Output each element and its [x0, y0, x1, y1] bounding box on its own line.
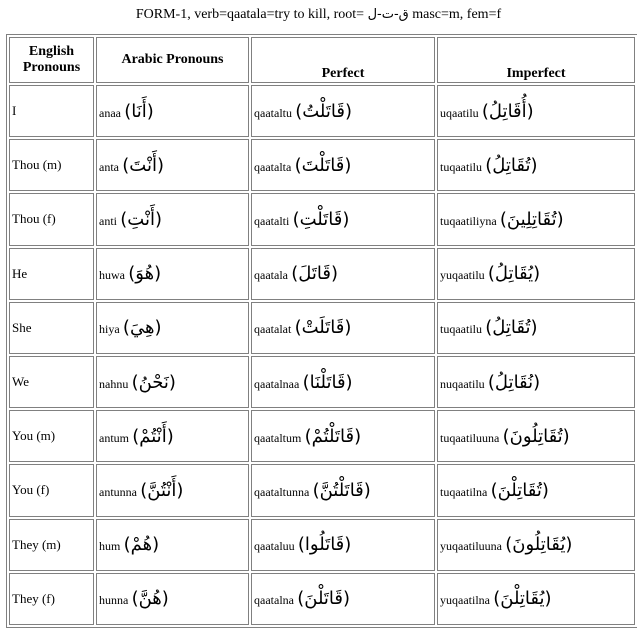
arabic-pronoun-cell — [96, 573, 249, 625]
perfect-form-cell — [251, 302, 435, 354]
perfect-form-arabic: (قَاتَلْتُمْ) — [304, 425, 362, 447]
imperfect-form-transliteration: tuqaatiliyna — [440, 213, 497, 228]
table-row — [9, 356, 635, 408]
imperfect-form-arabic: (يُقَاتِلُ) — [487, 263, 541, 285]
table-row — [9, 573, 635, 625]
arabic-pronoun-transliteration: huwa — [99, 268, 125, 283]
arabic-pronoun-cell — [96, 139, 249, 191]
english-pronoun-cell: He — [9, 248, 94, 300]
arabic-pronoun-cell — [96, 410, 249, 462]
table-row — [9, 139, 635, 191]
title-prefix: FORM-1, verb=qaatala=try to kill, root= — [135, 7, 365, 22]
arabic-pronoun-arabic: (هُمْ) — [123, 534, 160, 556]
arabic-pronoun-cell — [96, 356, 249, 408]
table-row — [9, 302, 635, 354]
imperfect-form-arabic: (تُقَاتِلْنَ) — [490, 479, 549, 501]
perfect-form-arabic: (قَاتَلْنَا) — [302, 371, 353, 393]
arabic-pronoun-arabic: (أَنْتُمْ) — [132, 425, 174, 447]
imperfect-form-transliteration: tuqaatiluuna — [440, 430, 500, 445]
arabic-pronoun-transliteration: hum — [99, 539, 121, 554]
table-row — [9, 410, 635, 462]
header-row — [9, 37, 635, 83]
perfect-form-cell — [251, 519, 435, 571]
arabic-pronoun-cell — [96, 248, 249, 300]
imperfect-form-cell — [437, 193, 635, 245]
imperfect-form-transliteration: tuqaatilna — [440, 484, 488, 499]
arabic-pronoun-cell — [96, 85, 249, 137]
imperfect-form-transliteration: yuqaatilna — [440, 593, 490, 608]
perfect-form-cell — [251, 139, 435, 191]
imperfect-form-cell — [437, 302, 635, 354]
imperfect-form-arabic: (تُقَاتِلُونَ) — [502, 425, 570, 447]
perfect-form-arabic: (قَاتَلَتْ) — [294, 317, 352, 339]
header-english-pronouns: English Pronouns — [9, 37, 94, 83]
header-perfect: Perfect — [251, 37, 435, 83]
table-row — [9, 85, 635, 137]
english-pronoun-cell: You (m) — [9, 410, 94, 462]
arabic-pronoun-transliteration: anta — [99, 159, 119, 174]
imperfect-form-transliteration: yuqaatilu — [440, 268, 485, 283]
perfect-form-cell — [251, 193, 435, 245]
header-imperfect: Imperfect — [437, 37, 635, 83]
imperfect-form-transliteration: uqaatilu — [440, 105, 479, 120]
english-pronoun-cell: They (f) — [9, 573, 94, 625]
table-row — [9, 519, 635, 571]
perfect-form-cell — [251, 248, 435, 300]
table-row — [9, 464, 635, 516]
imperfect-form-arabic: (نُقَاتِلُ) — [487, 371, 541, 393]
perfect-form-arabic: (قَاتَلْتُ) — [295, 100, 353, 122]
perfect-form-arabic: (قَاتَلْتَ) — [294, 154, 352, 176]
header-arabic-pronouns: Arabic Pronouns — [96, 37, 249, 83]
imperfect-form-arabic: (يُقَاتِلُونَ) — [505, 534, 573, 556]
perfect-form-transliteration: qaatalat — [254, 322, 292, 337]
english-pronoun-cell: Thou (m) — [9, 139, 94, 191]
imperfect-form-arabic: (تُقَاتِلُ) — [485, 154, 538, 176]
perfect-form-transliteration: qaatalti — [254, 213, 290, 228]
arabic-pronoun-transliteration: anti — [99, 213, 117, 228]
perfect-form-arabic: (قَاتَلْتِ) — [292, 208, 350, 230]
perfect-form-transliteration: qaatala — [254, 268, 288, 283]
english-pronoun-cell: Thou (f) — [9, 193, 94, 245]
imperfect-form-arabic: (تُقَاتِلِينَ) — [499, 208, 564, 230]
perfect-form-cell — [251, 85, 435, 137]
perfect-form-cell — [251, 573, 435, 625]
imperfect-form-transliteration: yuqaatiluuna — [440, 539, 502, 554]
imperfect-form-arabic: (تُقَاتِلُ) — [485, 317, 538, 339]
perfect-form-transliteration: qaatalna — [254, 593, 294, 608]
arabic-pronoun-arabic: (أَنْتِ) — [120, 208, 162, 230]
arabic-pronoun-transliteration: nahnu — [99, 376, 129, 391]
arabic-pronoun-cell — [96, 302, 249, 354]
perfect-form-transliteration: qaatalta — [254, 159, 292, 174]
english-pronoun-cell: I — [9, 85, 94, 137]
perfect-form-transliteration: qaataltunna — [254, 484, 310, 499]
imperfect-form-transliteration: tuqaatilu — [440, 322, 482, 337]
imperfect-form-transliteration: tuqaatilu — [440, 159, 482, 174]
title-suffix: masc=m, fem=f — [412, 7, 502, 22]
english-pronoun-cell: They (m) — [9, 519, 94, 571]
perfect-form-arabic: (قَاتَلْنَ) — [297, 588, 351, 610]
page-title — [0, 6, 637, 24]
imperfect-form-arabic: (أُقَاتِلُ) — [481, 100, 534, 122]
imperfect-form-cell — [437, 139, 635, 191]
imperfect-form-cell — [437, 464, 635, 516]
title-root: ق-ت-ل — [367, 7, 409, 22]
arabic-pronoun-arabic: (أَنْتَ) — [122, 154, 164, 176]
arabic-pronoun-transliteration: antum — [99, 430, 129, 445]
imperfect-form-arabic: (يُقَاتِلْنَ) — [493, 588, 552, 610]
imperfect-form-cell — [437, 248, 635, 300]
arabic-pronoun-arabic: (هِيَ) — [122, 317, 162, 339]
table-row — [9, 193, 635, 245]
arabic-pronoun-arabic: (هُنَّ) — [131, 588, 169, 610]
imperfect-form-cell — [437, 519, 635, 571]
arabic-pronoun-transliteration: anaa — [99, 105, 121, 120]
imperfect-form-cell — [437, 410, 635, 462]
perfect-form-transliteration: qaatalnaa — [254, 376, 300, 391]
arabic-pronoun-arabic: (نَحْنُ) — [131, 371, 176, 393]
english-pronoun-cell: She — [9, 302, 94, 354]
perfect-form-cell — [251, 410, 435, 462]
perfect-form-arabic: (قَاتَلْتُنَّ) — [312, 479, 371, 501]
perfect-form-cell — [251, 356, 435, 408]
arabic-pronoun-cell — [96, 519, 249, 571]
perfect-form-arabic: (قَاتَلَ) — [291, 263, 339, 285]
arabic-pronoun-arabic: (هُوَ) — [128, 263, 162, 285]
perfect-form-cell — [251, 464, 435, 516]
conjugation-table — [6, 34, 637, 628]
perfect-form-arabic: (قَاتَلُوا) — [297, 534, 352, 556]
imperfect-form-cell — [437, 573, 635, 625]
arabic-pronoun-arabic: (أَنْتُنَّ) — [140, 479, 184, 501]
perfect-form-transliteration: qaataluu — [254, 539, 295, 554]
arabic-pronoun-transliteration: hiya — [99, 322, 120, 337]
table-row — [9, 248, 635, 300]
arabic-pronoun-transliteration: hunna — [99, 593, 129, 608]
arabic-pronoun-transliteration: antunna — [99, 484, 137, 499]
english-pronoun-cell: You (f) — [9, 464, 94, 516]
perfect-form-transliteration: qaataltu — [254, 105, 292, 120]
imperfect-form-transliteration: nuqaatilu — [440, 376, 485, 391]
perfect-form-transliteration: qaataltum — [254, 430, 302, 445]
arabic-pronoun-arabic: (أَنَا) — [124, 100, 154, 122]
imperfect-form-cell — [437, 85, 635, 137]
english-pronoun-cell: We — [9, 356, 94, 408]
imperfect-form-cell — [437, 356, 635, 408]
arabic-pronoun-cell — [96, 464, 249, 516]
arabic-pronoun-cell — [96, 193, 249, 245]
